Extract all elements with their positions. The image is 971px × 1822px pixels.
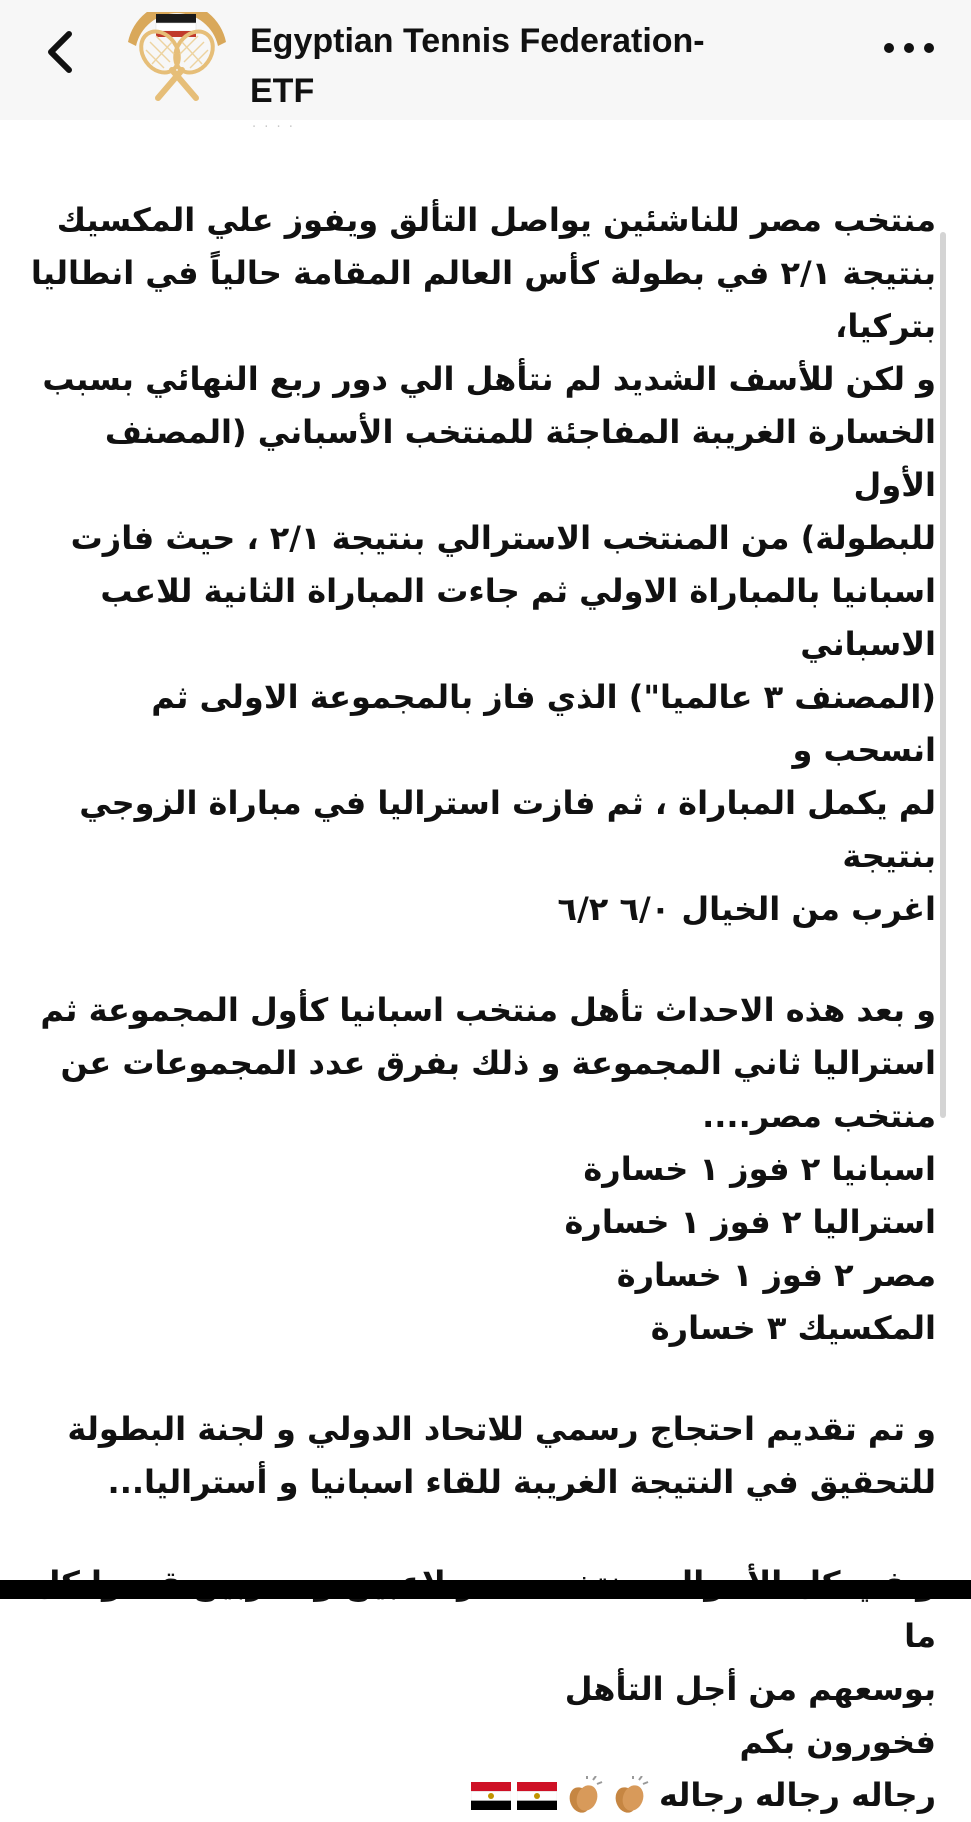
clapping-hands-icon (563, 1776, 603, 1816)
page-name[interactable]: Egyptian Tennis Federation- ETF (250, 22, 705, 110)
paragraph-gap (30, 936, 936, 984)
closing-line (30, 1769, 936, 1822)
more-dot-icon (924, 43, 934, 53)
chevron-left-icon (45, 30, 75, 74)
page-avatar[interactable] (122, 12, 232, 104)
post-header (0, 0, 971, 120)
scrollbar[interactable] (940, 232, 946, 1118)
egypt-flag-icon (471, 1782, 511, 1810)
paragraph-gap (30, 1355, 936, 1403)
clapping-hands-icon (609, 1776, 649, 1816)
post-paragraph-2: و بعد هذه الاحداث تأهل منتخب اسبانيا كأول المجموعة ثم استراليا ثاني المجموعة و ذلك بفرق عدد المجموعات عن منتخب مصر.... اسبانيا ٢ فوز ١ خسارة استراليا ٢ فوز ١ خسارة مصر ٢ فوز ١ خسارة المكسيك ٣ خسارة (40, 991, 936, 1347)
paragraph-gap (30, 1509, 936, 1557)
tennis-rackets-logo-icon (122, 12, 232, 104)
post-timestamp: · · · · (252, 120, 295, 135)
more-dot-icon (904, 43, 914, 53)
post-paragraph-3: و تم تقديم احتجاج رسمي للاتحاد الدولي و لجنة البطولة للتحقيق في النتيجة الغريبة للقاء اسبانيا و أستراليا... (67, 1410, 936, 1501)
closing-text: رجاله رجاله رجاله (658, 1776, 936, 1814)
post-body (30, 194, 936, 1814)
egypt-flag-icon (517, 1782, 557, 1810)
emoji-group (471, 1776, 649, 1816)
post-paragraph-4: ما بوسعهم من أجل التأهل فخورون بكم (564, 1617, 936, 1761)
post-paragraph-1: منتخب مصر للناشئين يواصل التألق ويفوز علي المكسيك بنتيجة ٢/١ في بطولة كأس العالم المقامة حالياً في انطاليا بتركيا، و لكن للأسف الشديد لم نتأهل الي دور ربع النهائي بسبب الخسارة الغريبة المفاجئة للمنتخب الأسباني (المصنف الأول للبطولة) من المنتخب الاسترالي بنتيجة ٢/١ ، حيث فازت اسبانيا بالمباراة الاولي ثم جاءت المباراة الثانية للاعب الاسباني (المصنف ٣ عالميا") الذي فاز بالمجموعة الاولى ثم انسحب و لم يكمل المباراة ، ثم فازت استراليا في مباراة الزوجي بنتيجة اغرب من الخيال ٦/٠ ٦/٢ (30, 201, 936, 928)
bottom-edge (0, 1580, 971, 1599)
more-dot-icon (884, 43, 894, 53)
back-button[interactable] (40, 26, 80, 78)
more-options-button[interactable] (884, 38, 934, 58)
